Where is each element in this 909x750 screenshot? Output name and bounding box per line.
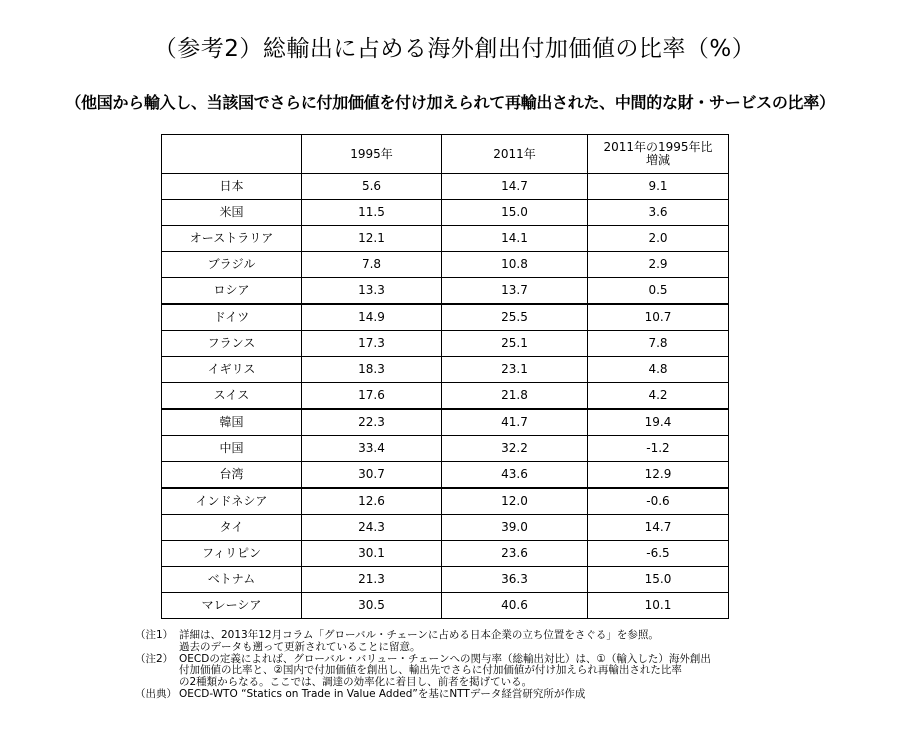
change-cell: 9.1: [588, 174, 729, 200]
change-cell: 4.2: [588, 383, 729, 410]
footnote-line: OECD-WTO “Statics on Trade in Value Added”を基にNTTデータ経営研究所が作成: [179, 687, 586, 700]
footnote: [135, 654, 835, 689]
footnote: [135, 630, 835, 654]
value-1995-cell: 12.6: [302, 488, 442, 515]
value-2011-cell: 43.6: [442, 462, 588, 489]
table-row: [162, 541, 729, 567]
table-row: [162, 226, 729, 252]
value-2011-cell: 39.0: [442, 515, 588, 541]
value-1995-cell: 18.3: [302, 357, 442, 383]
value-1995-cell: 12.1: [302, 226, 442, 252]
change-cell: 0.5: [588, 278, 729, 305]
change-cell: 2.0: [588, 226, 729, 252]
country-cell: スイス: [162, 383, 302, 410]
footnote-tag: （注2）: [135, 652, 174, 665]
table-row: [162, 488, 729, 515]
value-2011-cell: 13.7: [442, 278, 588, 305]
header-1995: 1995年: [302, 135, 442, 174]
footnote-line: 付加価値の比率と、②国内で付加価値を創出し、輸出先でさらに付加価値が付け加えられ再輸出された比率: [179, 664, 682, 677]
table-row: [162, 304, 729, 331]
change-cell: -1.2: [588, 436, 729, 462]
value-1995-cell: 30.7: [302, 462, 442, 489]
change-cell: 10.1: [588, 593, 729, 619]
change-cell: 2.9: [588, 252, 729, 278]
header-country: [162, 135, 302, 174]
value-1995-cell: 33.4: [302, 436, 442, 462]
change-cell: -6.5: [588, 541, 729, 567]
change-cell: 7.8: [588, 331, 729, 357]
footnote-body: [179, 689, 835, 701]
footnote-line: OECDの定義によれば、グローバル・バリュー・チェーンへの関与率（総輸出対比）は、①（輸入した）海外創出: [179, 652, 711, 665]
value-2011-cell: 25.5: [442, 304, 588, 331]
table-row: [162, 409, 729, 436]
value-2011-cell: 23.1: [442, 357, 588, 383]
value-2011-cell: 21.8: [442, 383, 588, 410]
page-subtitle: （他国から輸入し、当該国でさらに付加価値を付け加えられて再輸出された、中間的な財・サービスの比率）: [65, 93, 835, 112]
value-1995-cell: 5.6: [302, 174, 442, 200]
change-cell: 19.4: [588, 409, 729, 436]
change-cell: 15.0: [588, 567, 729, 593]
footnotes: [135, 630, 835, 701]
value-2011-cell: 12.0: [442, 488, 588, 515]
country-cell: ロシア: [162, 278, 302, 305]
change-cell: 10.7: [588, 304, 729, 331]
value-1995-cell: 11.5: [302, 200, 442, 226]
footnote-body: [179, 630, 835, 654]
country-cell: マレーシア: [162, 593, 302, 619]
value-2011-cell: 32.2: [442, 436, 588, 462]
header-2011: 2011年: [442, 135, 588, 174]
value-2011-cell: 15.0: [442, 200, 588, 226]
change-cell: 14.7: [588, 515, 729, 541]
table-row: [162, 200, 729, 226]
country-cell: 韓国: [162, 409, 302, 436]
table-row: [162, 331, 729, 357]
country-cell: 台湾: [162, 462, 302, 489]
value-2011-cell: 40.6: [442, 593, 588, 619]
country-cell: ドイツ: [162, 304, 302, 331]
footnote-line: の2種類からなる。ここでは、調達の効率化に着目し、前者を掲げている。: [179, 676, 533, 689]
country-cell: インドネシア: [162, 488, 302, 515]
value-2011-cell: 23.6: [442, 541, 588, 567]
value-1995-cell: 13.3: [302, 278, 442, 305]
change-cell: -0.6: [588, 488, 729, 515]
country-cell: 中国: [162, 436, 302, 462]
ratio-table: [161, 134, 729, 619]
table-header-row: [162, 135, 729, 174]
value-1995-cell: 24.3: [302, 515, 442, 541]
footnote-body: [179, 654, 835, 689]
value-1995-cell: 30.5: [302, 593, 442, 619]
country-cell: ベトナム: [162, 567, 302, 593]
footnote: [135, 689, 835, 701]
value-1995-cell: 7.8: [302, 252, 442, 278]
table-row: [162, 462, 729, 489]
table-row: [162, 174, 729, 200]
change-cell: 4.8: [588, 357, 729, 383]
footnote-tag: （出典）: [135, 687, 177, 700]
country-cell: ブラジル: [162, 252, 302, 278]
table-row: [162, 278, 729, 305]
change-cell: 3.6: [588, 200, 729, 226]
value-2011-cell: 25.1: [442, 331, 588, 357]
table-row: [162, 515, 729, 541]
table-row: [162, 252, 729, 278]
value-2011-cell: 41.7: [442, 409, 588, 436]
table-row: [162, 593, 729, 619]
footnote-tag: （注1）: [135, 629, 174, 641]
page-title: （参考2）総輸出に占める海外創出付加価値の比率（%）: [153, 36, 756, 62]
value-1995-cell: 17.6: [302, 383, 442, 410]
value-1995-cell: 14.9: [302, 304, 442, 331]
country-cell: 日本: [162, 174, 302, 200]
header-change: 2011年の1995年比 増減: [588, 135, 729, 174]
value-1995-cell: 17.3: [302, 331, 442, 357]
country-cell: オーストラリア: [162, 226, 302, 252]
value-2011-cell: 14.1: [442, 226, 588, 252]
table-row: [162, 383, 729, 410]
table-row: [162, 436, 729, 462]
table-row: [162, 357, 729, 383]
country-cell: フランス: [162, 331, 302, 357]
value-1995-cell: 30.1: [302, 541, 442, 567]
change-cell: 12.9: [588, 462, 729, 489]
country-cell: 米国: [162, 200, 302, 226]
footnote-line: 過去のデータも遡って更新されていることに留意。: [179, 640, 421, 653]
value-1995-cell: 21.3: [302, 567, 442, 593]
country-cell: タイ: [162, 515, 302, 541]
value-2011-cell: 10.8: [442, 252, 588, 278]
country-cell: イギリス: [162, 357, 302, 383]
value-2011-cell: 36.3: [442, 567, 588, 593]
value-2011-cell: 14.7: [442, 174, 588, 200]
table-row: [162, 567, 729, 593]
footnote-line: 詳細は、2013年12月コラム「グローバル・チェーンに占める日本企業の立ち位置をさぐる」を参照。: [179, 629, 659, 641]
value-1995-cell: 22.3: [302, 409, 442, 436]
country-cell: フィリピン: [162, 541, 302, 567]
